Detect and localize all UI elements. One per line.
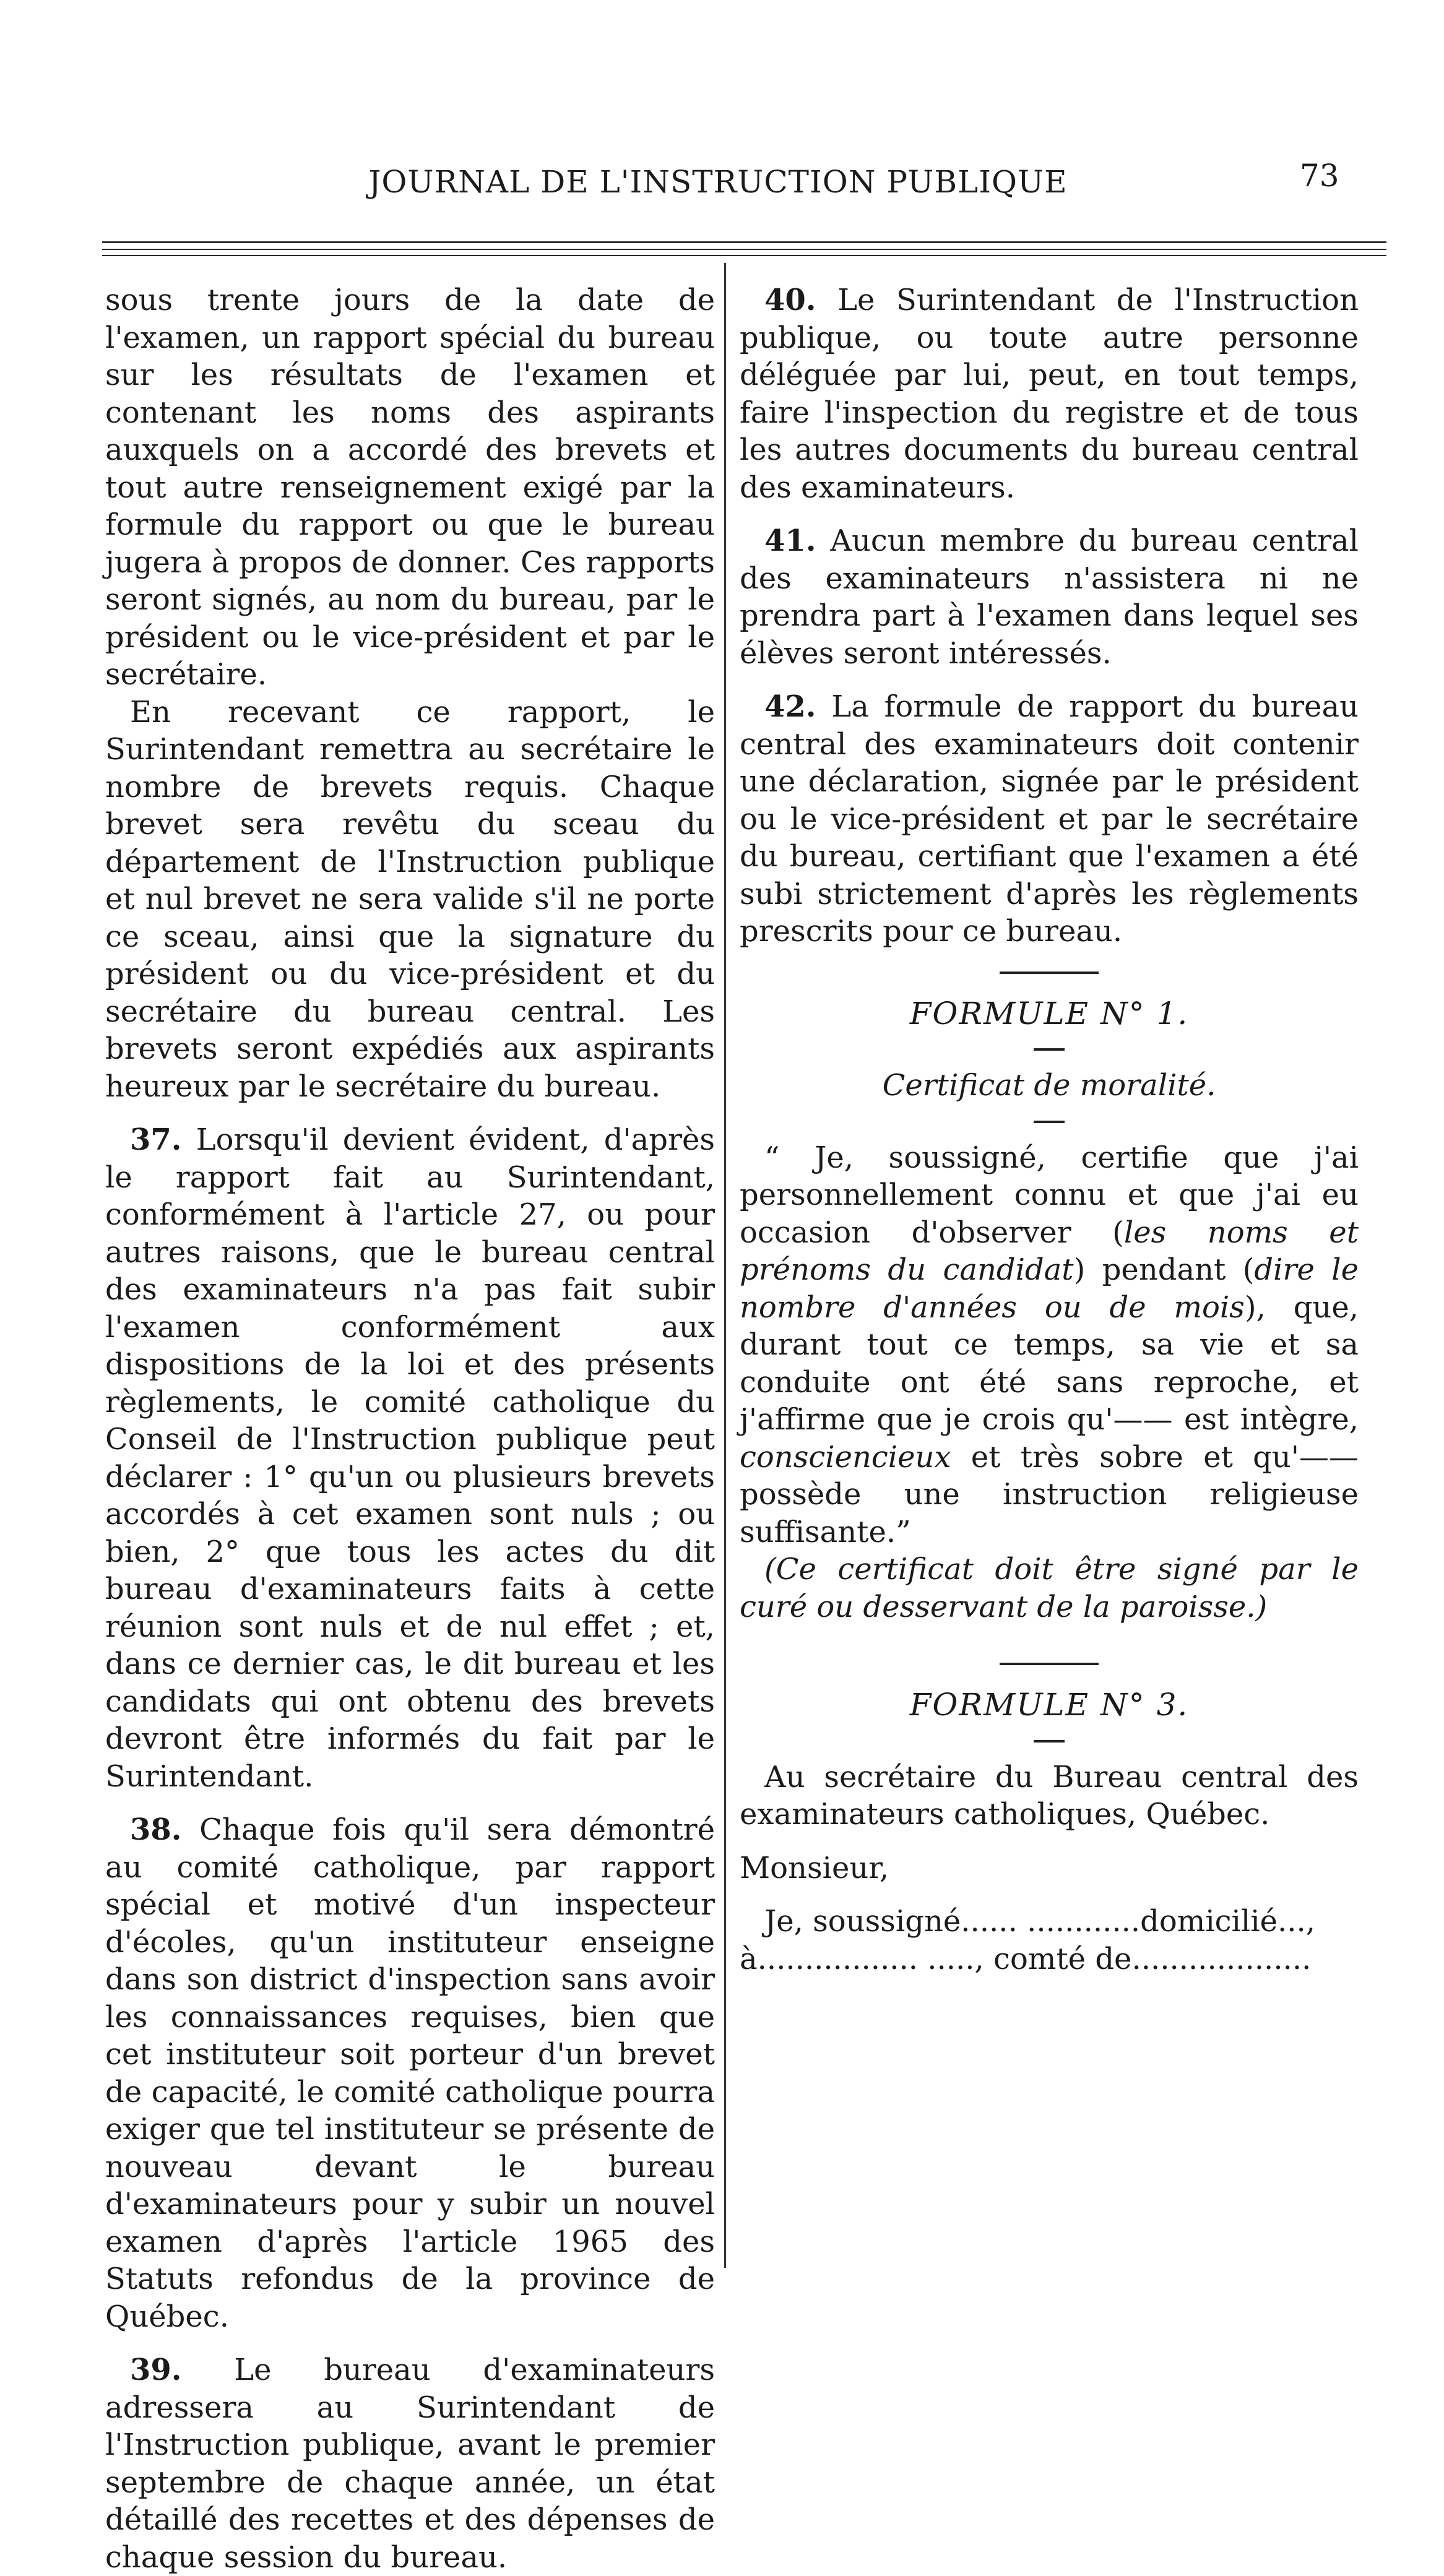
article-number: 38. — [130, 1812, 182, 1847]
formula-text: et très sobre et qu'—— possède une instruction religieuse suffisante.” — [740, 1439, 1359, 1549]
header-rule — [102, 249, 1386, 250]
column-divider — [724, 263, 726, 2268]
article-number: 40. — [764, 283, 816, 317]
article-text: Lorsqu'il devient évident, d'après le rapport fait au Surintendant, conformément à l'article 27, ou pour autres raisons, que le bureau central des examinateurs n'a pas fait subir l'examen conformément aux dispositions de la loi et des présents règlements, le comité catholique du Conseil de l'Instruction publique peut déclarer : 1° qu'un ou plusieurs brevets accordés à cet examen sont nuls ; ou bien, 2° que tous les actes du dit bureau d'examinateurs faits à cette réunion sont nuls et de nul effet ; et, dans ce dernier cas, le dit bureau et les candidats qui ont obtenu des brevets devront être informés du fait par le Surintendant. — [105, 1122, 715, 1794]
formula-3-line-1: Je, soussigné...... ............domicilié..., — [764, 1904, 1316, 1939]
article-text: Aucun membre du bureau central des examinateurs n'assistera ni ne prendra part à l'examen dans lequel ses élèves seront intéressés. — [740, 523, 1359, 671]
article-38 — [105, 1811, 715, 2335]
formula-1-note: (Ce certificat doit être signé par le curé ou desservant de la paroisse.) — [740, 1552, 1359, 1624]
paragraph-receiving-report: En recevant ce rapport, le Surintendant remettra au secrétaire le nombre de brevets requis. Chaque brevet sera revêtu du sceau du département de l'Instruction publique et nul brevet ne sera valide s'il ne porte ce sceau, ainsi que la signature du président ou du vice-président et du secrétaire du bureau central. Les brevets seront expédiés aux aspirants heureux par le secrétaire du bureau. — [105, 694, 715, 1104]
article-number: 39. — [130, 2353, 182, 2387]
section-separator — [1000, 971, 1099, 974]
journal-title: JOURNAL DE L'INSTRUCTION PUBLIQUE — [368, 164, 1068, 200]
page-header — [0, 158, 1444, 220]
formula-italic-text: les noms et prénoms du candidat — [740, 1215, 1359, 1287]
article-text: Le Surintendant de l'Instruction publique, ou toute autre personne déléguée par lui, peut, en tout temps, faire l'inspection du registre et de tous les autres documents du bureau central des examinateurs. — [740, 283, 1359, 505]
article-39 — [105, 2351, 715, 2576]
formula-text: ) pendant ( — [1073, 1252, 1255, 1287]
left-column — [105, 282, 715, 2576]
article-37 — [105, 1121, 715, 1795]
article-text: Le bureau d'examinateurs adressera au Surintendant de l'Instruction publique, avant le premier septembre de chaque année, un état détaillé des recettes et des dépenses de chaque session du bureau. — [105, 2353, 716, 2575]
article-41 — [740, 522, 1359, 672]
section-separator — [1034, 1121, 1065, 1123]
formula-1-body — [740, 1139, 1359, 1551]
page-number: 73 — [1300, 158, 1339, 194]
article-number: 37. — [130, 1122, 182, 1157]
formula-3-title: FORMULE N° 3. — [909, 1687, 1189, 1723]
formula-italic-text: consciencieux — [740, 1439, 951, 1475]
formula-3-salutation: Monsieur, — [740, 1850, 889, 1885]
formula-1-subtitle: Certificat de moralité. — [882, 1068, 1216, 1103]
header-rule — [102, 255, 1386, 256]
section-separator — [1034, 1740, 1065, 1742]
article-text: La formule de rapport du bureau central des examinateurs doit contenir une déclaration, signée par le président ou le vice-président et par le secrétaire du bureau, certifiant que l'examen a été subi strictement d'après les règlements prescrits pour ce bureau. — [740, 689, 1359, 949]
header-rule — [102, 241, 1386, 243]
paragraph-report-continuation: sous trente jours de la date de l'examen, un rapport spécial du bureau sur les résultats de l'examen et contenant les noms des aspirants auxquels on a accordé des brevets et tout autre renseignement exigé par la formule du rapport ou que le bureau jugera à propos de donner. Ces rapports seront signés, au nom du bureau, par le président ou le vice-président et par le secrétaire. — [105, 283, 715, 692]
section-separator — [1034, 1048, 1065, 1051]
article-number: 42. — [764, 689, 816, 724]
article-number: 41. — [764, 523, 816, 558]
formula-1-title: FORMULE N° 1. — [909, 995, 1189, 1032]
article-42 — [740, 688, 1359, 950]
article-text: Chaque fois qu'il sera démontré au comité catholique, par rapport spécial et motivé d'un inspecteur d'écoles, qu'un instituteur enseigne dans son district d'inspection sans avoir les connaissances requises, bien que cet instituteur soit porteur d'un brevet de capacité, le comité catholique pourra exiger que tel instituteur se présente de nouveau devant le bureau d'examinateurs pour y subir un nouvel examen d'après l'article 1965 des Statuts refondus de la province de Québec. — [105, 1812, 715, 2334]
section-separator — [1000, 1663, 1099, 1665]
formula-text: “ Je, soussigné, certifie que j'ai personnellement connu et que j'ai eu occasion d'observer ( — [740, 1140, 1359, 1250]
formula-italic-text: dire le nombre d'années ou de mois — [740, 1252, 1359, 1325]
right-column — [740, 282, 1359, 1978]
formula-3-line-2: à................. ....., comté de................... — [740, 1941, 1312, 1976]
article-40 — [740, 282, 1359, 506]
formula-text: ), que, durant tout ce temps, sa vie et sa conduite ont été sans reproche, et j'affirme que je crois qu'—— est intègre, — [740, 1290, 1359, 1437]
formula-3-address: Au secrétaire du Bureau central des examinateurs catholiques, Québec. — [740, 1759, 1359, 1832]
